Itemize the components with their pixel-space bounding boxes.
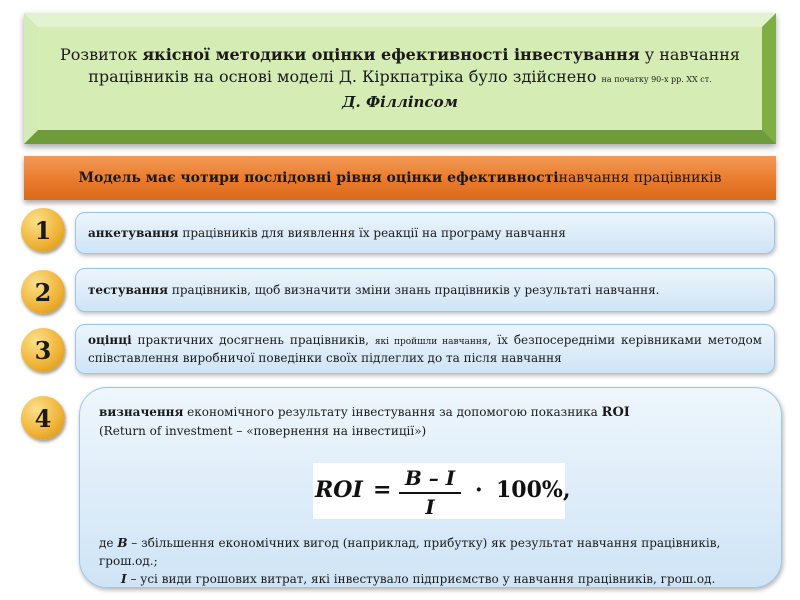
level-2-keyword: тестування [88,283,169,297]
legend-prefix: де [99,536,118,550]
legend-b-text: – збільшення економічних вигод (наприклад, прибутку) як результат навчання працівників, грош.од.; [99,536,721,568]
level-4-text [99,403,739,441]
title-panel [24,13,776,144]
title-part1: Розвиток [59,45,143,64]
level-3-small: які пройшли навчання [374,337,488,347]
level-4-keyword: визначення [99,405,184,419]
model-header-band [24,156,776,200]
legend-b-var: B [117,536,128,550]
level-3-row [75,324,775,374]
title-small: на початку 90-х рр. ХХ ст. [601,75,712,84]
formula-equals: = [373,477,392,503]
title-bold: якісної методики оцінки ефективності інвестування [142,45,640,64]
level-1-number: 1 [21,208,65,252]
level-3-description-a: практичних досягнень працівників, [131,333,375,347]
level-1-keyword: анкетування [88,226,179,240]
level-3-description-b: , їх безпосередніми керівниками методом співставлення виробничої поведінки своїх підлеглих до та після навчання [88,333,763,365]
title-content [38,27,762,130]
level-2-row [75,268,775,312]
level-2-text [88,282,659,298]
level-1-description: працівників для виявлення їх реакції на програму навчання [178,226,566,240]
level-3-keyword: оцінці [88,333,132,347]
level-1-row [75,212,775,254]
level-2-description: працівників, щоб визначити зміни знань працівників у результаті навчання. [168,283,660,297]
formula-numerator: B – I [404,466,456,490]
band-bold: Модель має чотири послідовні рівня оцінки ефективності [78,170,559,186]
roi-formula [313,463,571,519]
level-4-number: 4 [21,396,65,440]
roi-expansion: (Return of investment – «повернення на інвестиції») [99,424,427,438]
level-1-text [88,225,566,241]
title-text [38,44,762,91]
legend-i-text: – усі види грошових витрат, які інвестувало підприємство у навчання працівників, грош.од. [126,572,716,586]
level-2-number: 2 [21,270,65,314]
level-3-text [88,332,762,366]
formula-lhs: ROI [315,477,363,503]
legend-i-line [99,570,779,588]
formula-legend [99,534,779,588]
formula-multiply: · [475,477,483,503]
formula-denominator: I [425,495,435,519]
level-4-box [79,387,782,588]
band-rest: навчання працівників [558,170,722,186]
level-3-number: 3 [21,328,65,372]
formula-fraction [399,465,461,519]
title-author: Д. Філліпсом [342,93,458,111]
formula-factor: 100%, [496,477,571,503]
legend-i-var: I [121,572,127,586]
roi-label: ROI [601,405,630,420]
legend-b-line [99,534,779,570]
fraction-bar [399,492,461,494]
level-4-description: економічного результату інвестування за допомогою показника [183,405,602,419]
title-part2: у навчання працівників на основі моделі Д. Кіркпатріка було здійснено [88,45,741,86]
